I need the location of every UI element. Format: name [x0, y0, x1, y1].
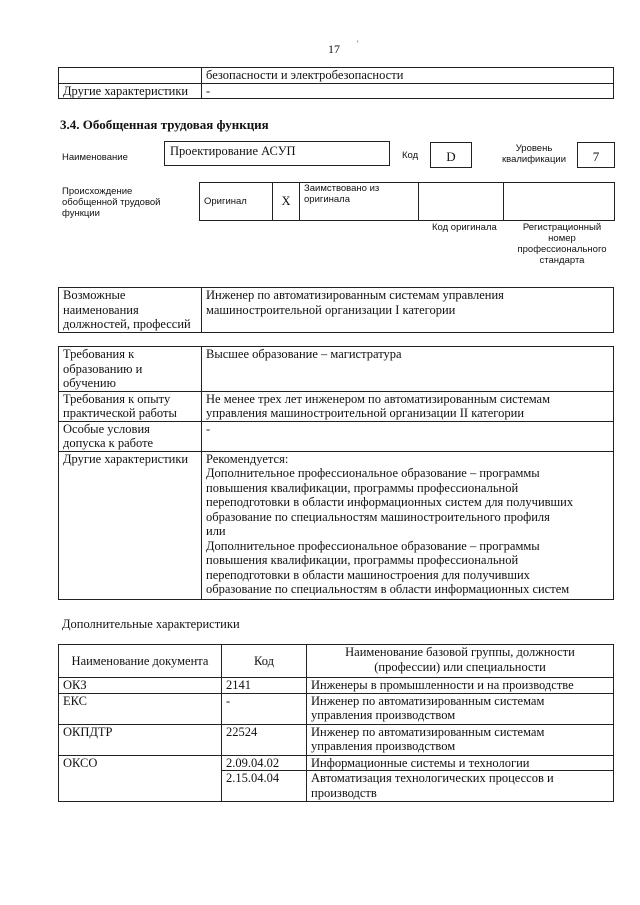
- table-cell-name: Инженеры в промышленности и на производстве: [307, 678, 614, 694]
- level-box: [577, 142, 615, 168]
- table-cell-code: 2.09.04.02: [222, 755, 307, 771]
- req-label-1: Требования к образованию и обучению: [59, 347, 202, 392]
- code-box: [430, 142, 472, 168]
- header-code: Код: [222, 645, 307, 678]
- table-cell-doc: ОКЗ: [59, 678, 222, 694]
- table-cell-name: Инженер по автоматизированным системам управления производством: [307, 724, 614, 755]
- positions-label: Возможные наименования должностей, профессий: [59, 288, 202, 333]
- origin-table: [199, 182, 615, 221]
- table-cell-code: 2.15.04.04: [222, 771, 307, 802]
- top-table-label: Другие характеристики: [59, 83, 202, 99]
- table-cell-doc: ЕКС: [59, 693, 222, 724]
- additional-title: Дополнительные характеристики: [62, 617, 240, 631]
- code-value: D: [446, 149, 456, 164]
- top-table-value: безопасности и электробезопасности: [202, 68, 614, 84]
- level-label: Уровень квалификации: [501, 143, 567, 165]
- name-value: Проектирование АСУП: [170, 144, 296, 158]
- origin-code-cell: [419, 183, 504, 221]
- req-value-1: Высшее образование – магистратура: [202, 347, 614, 392]
- table-cell-doc: ОКСО: [59, 755, 222, 802]
- req-label-4: Другие характеристики: [59, 451, 202, 599]
- req-value-3: -: [202, 421, 614, 451]
- name-box: [164, 141, 390, 166]
- req-value-4: Рекомендуется: Дополнительное профессиональное образование – программы повышения квалификации, программы профессиональной переподготовки в области информационных систем для получивших образование по специальностям машиностроительного профиля или Дополнительное профессиональное образование – программы повышения квалификации, программы профессиональной переподготовки в области машиностроения для получивших образование по специальностям в области информационных систем: [202, 451, 614, 599]
- additional-table: [58, 644, 614, 802]
- level-value: 7: [592, 149, 600, 164]
- code-label: Код: [402, 150, 419, 161]
- header-document: Наименование документа: [59, 645, 222, 678]
- table-cell-name: Автоматизация технологических процессов и производств: [307, 771, 614, 802]
- origin-original-mark: X: [273, 183, 300, 221]
- req-label-2: Требования к опыту практической работы: [59, 391, 202, 421]
- table-cell-name: Информационные системы и технологии: [307, 755, 614, 771]
- origin-original-label: Оригинал: [200, 183, 273, 221]
- top-table: [58, 67, 614, 99]
- header-name: Наименование базовой группы, должности (профессии) или специальности: [307, 645, 614, 678]
- origin-reg-cell: [504, 183, 615, 221]
- table-cell-code: 22524: [222, 724, 307, 755]
- page-mark: ʿ: [356, 40, 360, 51]
- origin-borrowed-label: Заимствовано из оригинала: [300, 183, 419, 221]
- original-code-label: Код оригинала: [432, 222, 497, 233]
- positions-table: [58, 287, 614, 333]
- name-label: Наименование: [62, 152, 128, 163]
- req-value-2: Не менее трех лет инженером по автоматизированным системам управления машиностроительной организации II категории: [202, 391, 614, 421]
- origin-label: Происхождение обобщенной трудовой функции: [62, 186, 161, 219]
- table-cell-code: 2141: [222, 678, 307, 694]
- requirements-table: [58, 346, 614, 600]
- table-cell-doc: ОКПДТР: [59, 724, 222, 755]
- registration-label: Регистрационный номер профессионального стандарта: [517, 222, 607, 266]
- table-cell-name: Инженер по автоматизированным системам управления производством: [307, 693, 614, 724]
- req-label-3: Особые условия допуска к работе: [59, 421, 202, 451]
- table-cell-code: -: [222, 693, 307, 724]
- top-table-value-2: -: [202, 83, 614, 99]
- section-title: 3.4. Обобщенная трудовая функция: [60, 117, 269, 132]
- positions-value: Инженер по автоматизированным системам управления машиностроительной организации I категории: [202, 288, 614, 333]
- page-number: 17: [328, 42, 340, 56]
